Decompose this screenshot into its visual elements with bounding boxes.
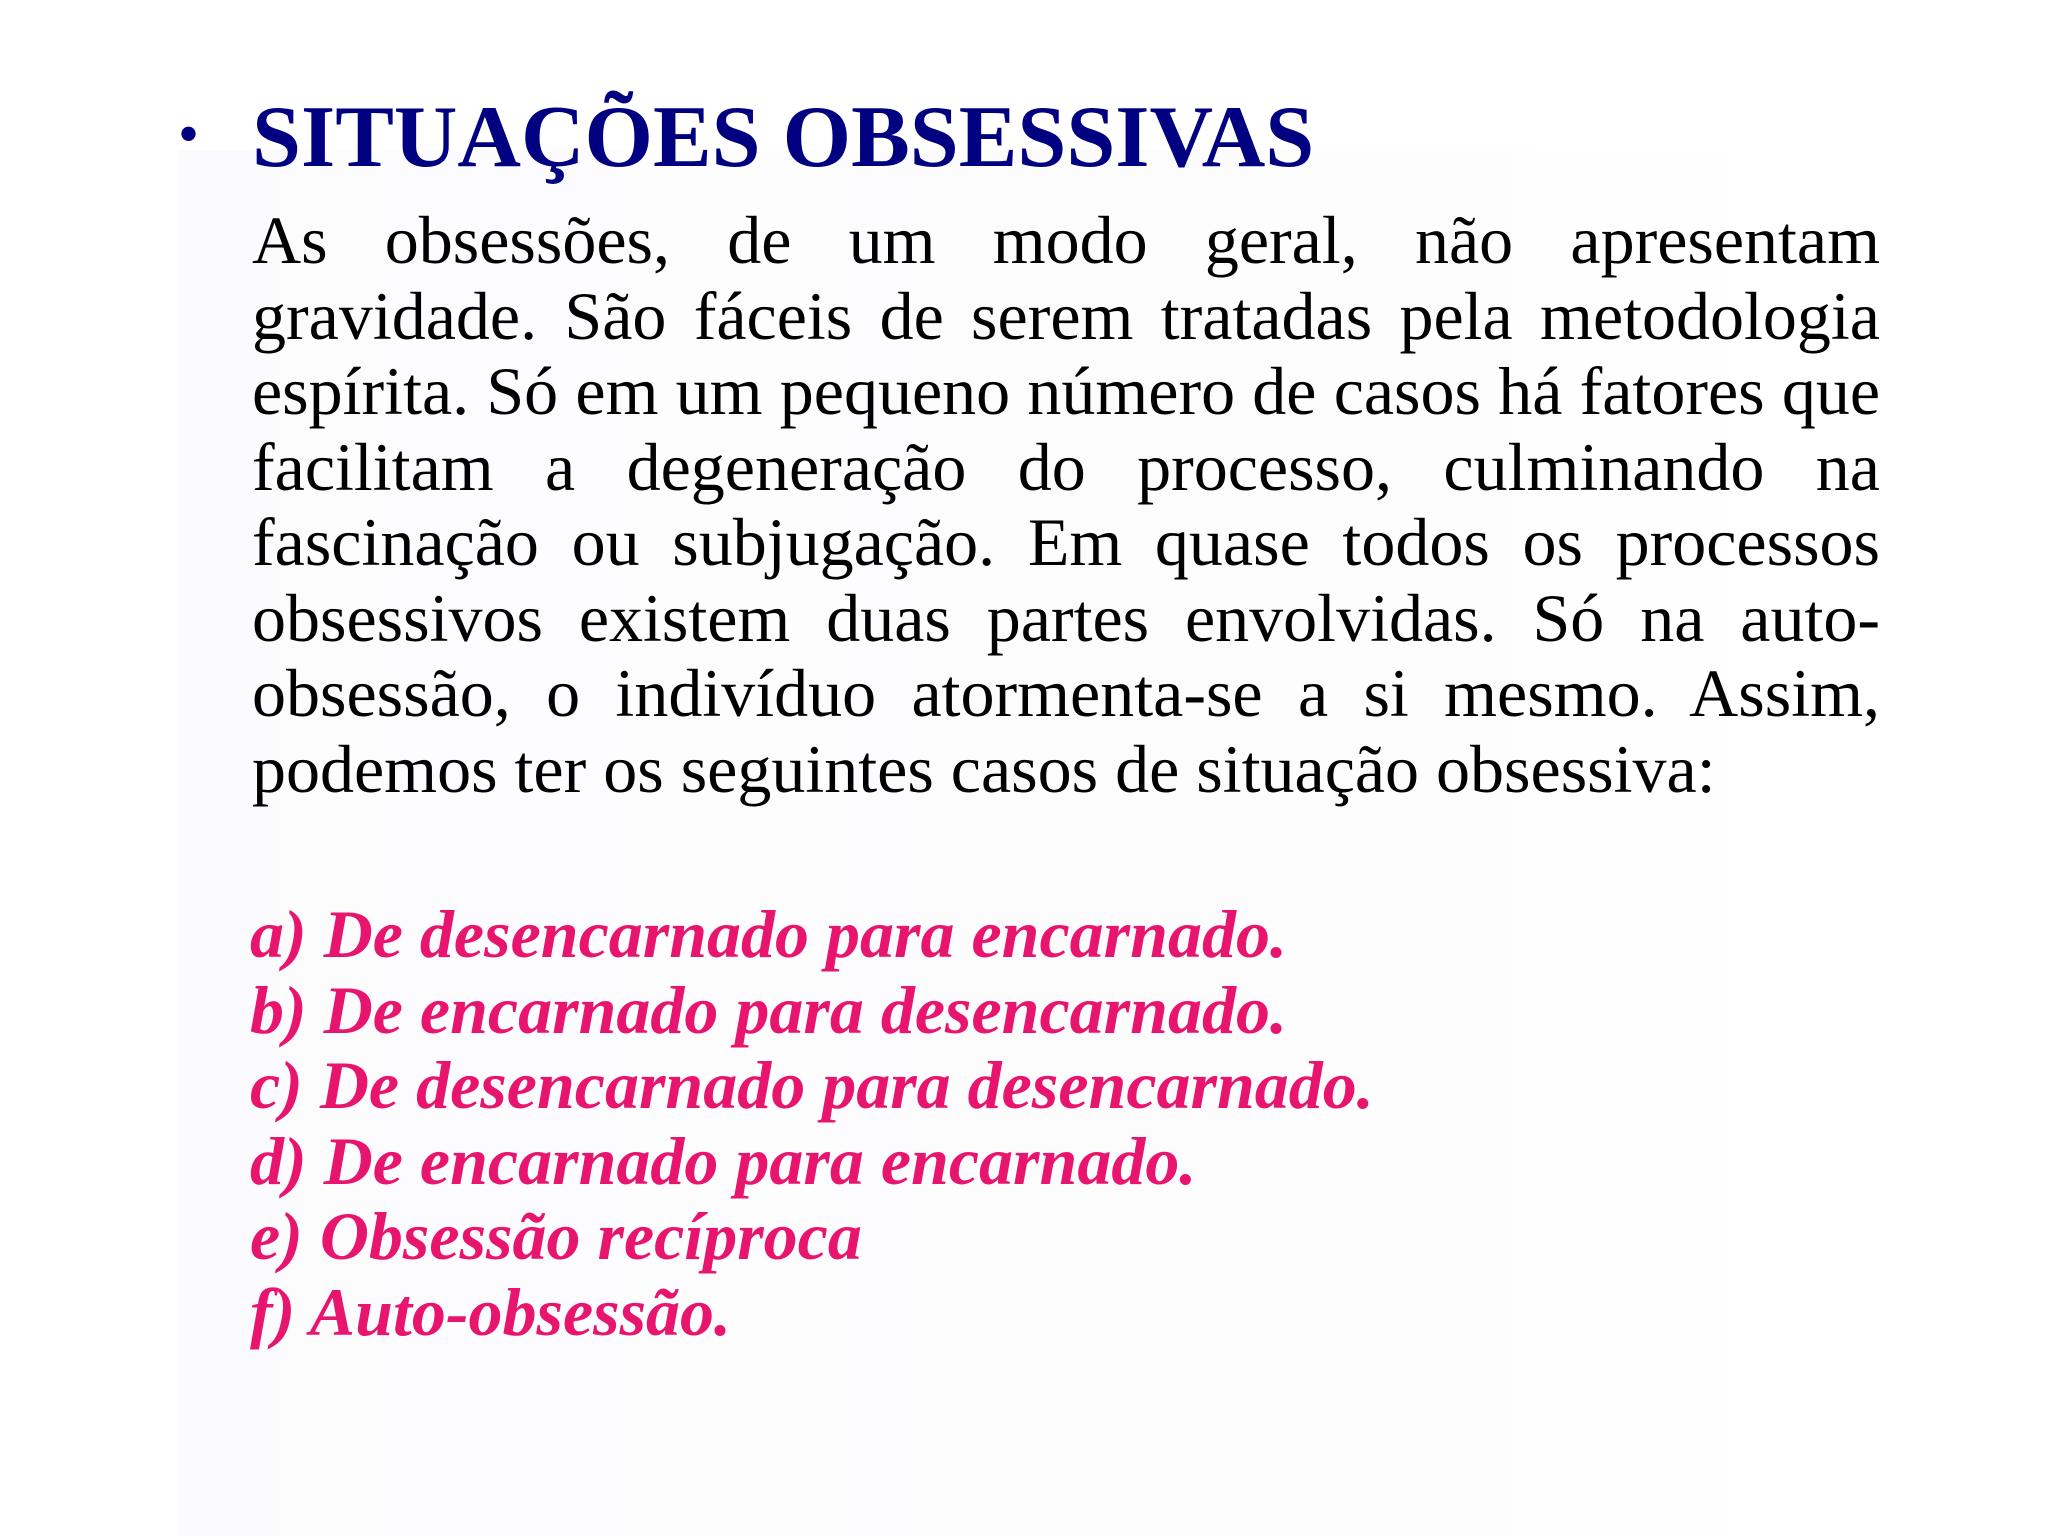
list-item: d) De encarnado para encarnado. [250,1122,1197,1199]
body-paragraph: As obsessões, de um modo geral, não apresentam gravidade. São fáceis de serem tratadas pela metodologia espírita. Só em um pequeno número de casos há fatores que facilitam a degeneração do processo, culminando na fascinação ou subjugação. Em quase todos os processos obsessivos existem duas partes envolvidas. Só na auto-obsessão, o indivíduo atormenta-se a si mesmo. Assim, podemos ter os seguintes casos de situação obsessiva: [252,202,1880,807]
list-item: e) Obsessão recíproca [250,1198,862,1274]
list-item: a) De desencarnado para encarnado. [250,896,1287,972]
cases-list [250,897,1550,1350]
slide-title: SITUAÇÕES OBSESSIVAS [252,89,1315,186]
list-item: c) De desencarnado para desencarnado. [250,1047,1374,1123]
bullet-icon: • [178,101,200,167]
list-item: b) De encarnado para desencarnado. [250,971,1287,1048]
list-item: f) Auto-obsessão. [250,1273,732,1350]
